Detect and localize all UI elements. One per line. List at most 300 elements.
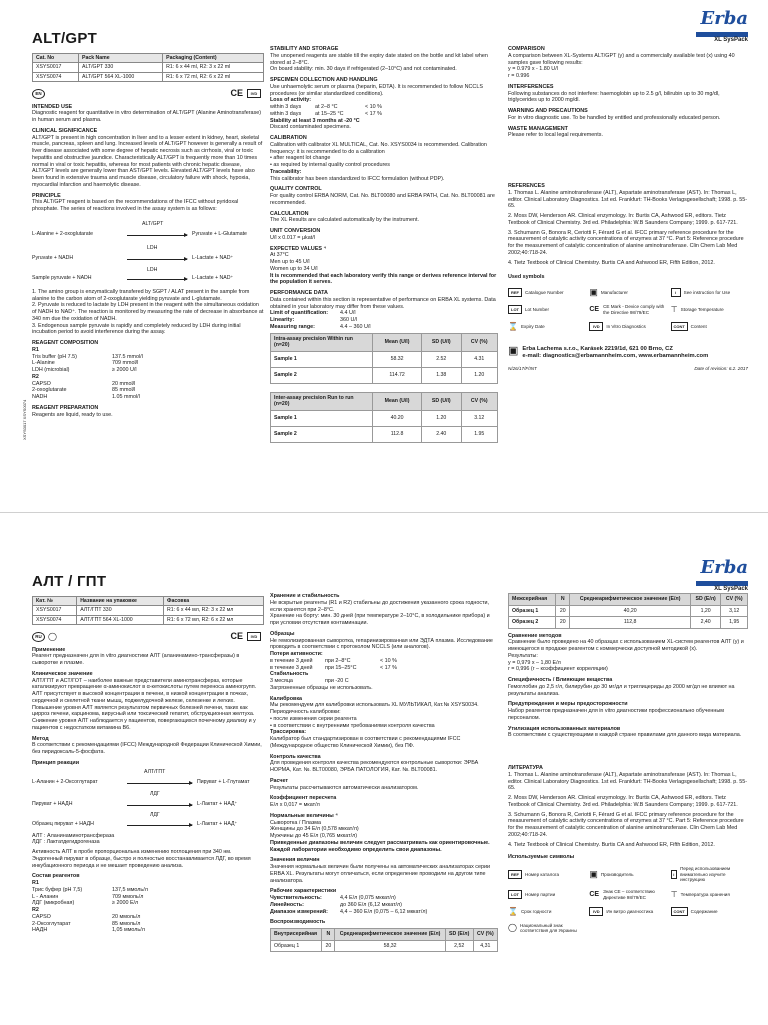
cell: 40.20 bbox=[373, 410, 422, 426]
en-column-2 bbox=[270, 46, 498, 443]
cell: XSYS0074 bbox=[33, 72, 79, 82]
reaction-scheme bbox=[32, 767, 264, 829]
cell: ALT/GPT 330 bbox=[78, 63, 162, 73]
reagent-name: НАДН bbox=[32, 927, 48, 934]
col-header: SD (Е/л) bbox=[445, 929, 473, 941]
col-header: Среднеарифметическое значение (Е/л) bbox=[335, 929, 445, 941]
reaction-left: Образец пируват + НАДН bbox=[32, 820, 94, 827]
reagent-list-r2 bbox=[32, 914, 264, 934]
stability-text: The unopened reagents are stable till the expiry date stated on the bottle and kit label when stored at 2–8°C. bbox=[270, 52, 488, 66]
section-title: Значения величин bbox=[270, 857, 320, 864]
table-row bbox=[509, 617, 748, 629]
cell: XSYS0017 bbox=[33, 63, 79, 73]
expected-line: At 37°C bbox=[270, 252, 289, 259]
cell: 2,40 bbox=[690, 617, 721, 629]
list-item: • после изменения серии реагента bbox=[270, 715, 357, 722]
run-to-run-table bbox=[270, 392, 498, 443]
symbol-label: Номер партии bbox=[525, 892, 556, 898]
col-header: Mean (U/l) bbox=[373, 392, 422, 410]
pack-header: Cat. No bbox=[33, 53, 79, 63]
reagent-name: ЛДГ (микробная) bbox=[32, 900, 75, 907]
reaction-right: L-Лактат + НАД⁺ bbox=[197, 800, 238, 807]
perf-items bbox=[270, 895, 498, 915]
traceability-text: This calibrator has been standardized to IFCC formulation (without PDP). bbox=[270, 175, 445, 182]
reagent-conc: 137,5 ммоль/л bbox=[112, 886, 148, 893]
cell: Образец 1 bbox=[271, 940, 322, 952]
section-title: Используемые символы bbox=[508, 854, 575, 861]
reaction-left: Пируват + НАДН bbox=[32, 800, 73, 807]
stab-row bbox=[270, 678, 498, 685]
reagent-conc: 137.5 mmol/l bbox=[112, 353, 143, 360]
expected-line: Женщины до 34 Е/л (0,578 мккат/л) bbox=[270, 826, 359, 833]
symbol-item bbox=[671, 322, 748, 332]
principle-note: 1. The amino group is enzymatically transfered by SGPT / ALAT present in the sample from alanine to the carbon atom of 2-oxoglutarate yielding pyruvate and L-glutamate. bbox=[32, 288, 250, 302]
reagent-name: Tris buffer (pH 7.5) bbox=[32, 353, 77, 360]
en-column-3 bbox=[508, 46, 748, 372]
col-header: CV (%) bbox=[721, 594, 748, 606]
perf-label: Limit of quantification: bbox=[270, 310, 329, 317]
cell: 2.40 bbox=[422, 426, 462, 442]
section-title: Состав реагентов bbox=[32, 873, 80, 880]
stability-months: Stability at least 3 months at -20 °C bbox=[270, 117, 360, 124]
onboard-text: On board stability: min. 30 days if refrigerated (2–10°C) and not contaminated. bbox=[270, 66, 457, 73]
perf-value: 4,4 Е/л (0,075 мккат/л) bbox=[340, 895, 396, 901]
symbol-item bbox=[589, 866, 666, 883]
section-title: Образцы bbox=[270, 630, 295, 637]
section-title: Применение bbox=[32, 646, 66, 653]
cell: 1,95 bbox=[721, 617, 748, 629]
cell: XSYS0017 bbox=[33, 606, 77, 616]
enzyme-label: LDH bbox=[147, 266, 158, 273]
table-row bbox=[509, 605, 748, 617]
pack-header: Кат. № bbox=[33, 596, 77, 606]
cell: 2,52 bbox=[445, 940, 473, 952]
col-header: CV (%) bbox=[473, 929, 497, 941]
doc-code: N/26/17/F/INT bbox=[508, 366, 537, 372]
cell: Sample 1 bbox=[271, 410, 373, 426]
section-title: Рабочие характеристики bbox=[270, 888, 337, 895]
brand-sub: XL SysPack bbox=[714, 36, 748, 43]
cell: 1.20 bbox=[461, 367, 497, 383]
cell: 3.12 bbox=[461, 410, 497, 426]
calib-freq: Периодичность калибровки: bbox=[270, 709, 341, 715]
cell: 4.31 bbox=[461, 351, 497, 367]
cell: R1: 6 x 72 мл, R2: 6 x 22 мл bbox=[164, 615, 264, 625]
traceability-text: Калибратор был стандартизирован в соответствии с рекомендациями IFCC (Международное общество Клинической Химии), без ПФ. bbox=[270, 736, 461, 749]
comparison-line: r = 0.996 bbox=[508, 73, 530, 79]
ref-icon: REF bbox=[508, 288, 522, 297]
factory-icon: ▣ bbox=[508, 344, 519, 357]
symbol-item bbox=[589, 322, 666, 332]
warn-text: Набор реагентов предназначен для in vitro диагностики профессионально обученным персоналом. bbox=[508, 708, 724, 721]
section-title: Контроль качества bbox=[270, 753, 321, 760]
ru-marks-row bbox=[32, 631, 264, 642]
en-column-1 bbox=[32, 30, 264, 418]
expected-note: It is recommended that each laboratory verify this range or derives reference interval for the population it serves. bbox=[270, 272, 497, 286]
perf-label: Чувствительность: bbox=[270, 895, 322, 901]
col-header: CV (%) bbox=[461, 333, 497, 351]
perf-value: 360 U/l bbox=[340, 317, 358, 323]
cell: at 2–8 °C bbox=[315, 104, 338, 110]
onboard-text: Хранение на борту: мин. 30 дней (при температуре 2–10°C, в холодильнике прибора) и при условии отсутствия контаминации. bbox=[270, 613, 490, 626]
section-title: Утилизация использованных материалов bbox=[508, 725, 621, 732]
reagent-conc: ≥ 2000 Е/л bbox=[112, 900, 139, 907]
calc-text: Результаты рассчитываются автоматически анализатором. bbox=[270, 784, 419, 791]
en-packaging-table bbox=[32, 53, 264, 83]
temperature-icon: ⊤ bbox=[670, 889, 678, 899]
symbol-item bbox=[508, 304, 585, 315]
table-row bbox=[271, 426, 498, 442]
qc-text: For quality control ERBA NORM, Cat. No. BLT00080 and ERBA PATH, Cat. No. BLT00081 are recommended. bbox=[270, 193, 495, 206]
lang-badge: EN bbox=[32, 89, 45, 99]
reagent-conc: 1,05 ммоль/л bbox=[112, 927, 145, 934]
symbol-item bbox=[508, 287, 585, 298]
section-title: REAGENT PREPARATION bbox=[32, 404, 99, 411]
cell: Образец 1 bbox=[509, 605, 556, 617]
symbol-item bbox=[589, 907, 666, 917]
reaction-arrow bbox=[127, 825, 192, 826]
cell: 58.32 bbox=[373, 351, 422, 367]
perf-value: 4,4 – 360 Е/л (0,075 – 6,12 мккат/л) bbox=[340, 908, 428, 915]
reagent-label: R1 bbox=[32, 346, 39, 353]
section-title: Специфичность / Влияющие вещества bbox=[508, 677, 613, 683]
table-row bbox=[33, 72, 264, 82]
reagent-conc: ≥ 2000 U/l bbox=[112, 367, 137, 373]
cell: 114.72 bbox=[373, 367, 422, 383]
reagent-name: NADH bbox=[32, 394, 48, 400]
section-title: REAGENT COMPOSITION bbox=[32, 340, 99, 346]
reaction-arrow bbox=[127, 259, 187, 260]
abbr-line: АЛТ : Аланинаминотрансфераза bbox=[32, 832, 115, 839]
perf-text: Значения нормальных величин были получены на автоматических анализаторах серии ERBA XL. Результаты могут отличаться, если определение проводили на другом типе анализатора. bbox=[270, 864, 491, 884]
side-code: XSYS0017 XSYS0074 bbox=[22, 399, 27, 440]
ce-mark-icon: CE bbox=[589, 890, 600, 898]
list-item: • as required by internal quality control procedures bbox=[270, 162, 390, 168]
reaction-right: L-Lactate + NAD⁺ bbox=[192, 254, 234, 261]
symbol-item bbox=[671, 907, 748, 917]
doc-footer bbox=[508, 366, 748, 372]
cell: 112,8 bbox=[570, 617, 690, 629]
cell: ALT/GPT 564 XL-1000 bbox=[78, 72, 162, 82]
ivd-icon: IVD bbox=[589, 907, 603, 916]
reaction-left: Pyruvate + NADH bbox=[32, 254, 74, 261]
reference-item: 3. Schumann G, Bonora R, Ceriotti F, Férard G et al. IFCC primary reference procedure for the measurement of catalytic activity concentrations of enzymes at 37 °C. Part 5: Reference procedure for the measurement of catalytic concentration of alanine aminotransferase. Clin Chem Lab Med 2002;40:718-24. bbox=[508, 811, 744, 838]
cell: в течение 3 дней bbox=[270, 664, 313, 671]
col-header: N bbox=[556, 594, 570, 606]
expected-line: Men up to 45 U/l bbox=[270, 259, 310, 265]
cell: 4,31 bbox=[473, 940, 497, 952]
section-title: PRINCIPLE bbox=[32, 192, 61, 199]
perf-text: Data contained within this section is representative of performance on ERBA XL systems. Data obtained in your laboratory may differ from these values. bbox=[270, 296, 496, 310]
ru-between-table bbox=[508, 593, 748, 629]
section-title: ЛИТЕРАТУРА bbox=[508, 765, 543, 771]
principle-text: This ALT/GPT reagent is based on the recommendations of the IFCC without pyridoxal phosphate. The series of reactions involved in the assay system is as follows: bbox=[32, 199, 239, 212]
cell: 20 bbox=[556, 617, 570, 629]
section-title: WARNING AND PRECAUTIONS bbox=[508, 108, 588, 114]
col-header: Intra-assay precision Within run (n=20) bbox=[271, 333, 373, 351]
section-title: STABILITY AND STORAGE bbox=[270, 46, 339, 52]
reagent-name: 2-Оксоглутарат bbox=[32, 920, 71, 927]
stability-text: Не вскрытые реагенты (R1 и R2) стабильны до достижения указанного срока годности, если хранятся при 2–8°C. bbox=[270, 599, 490, 613]
ru-within-table bbox=[270, 928, 498, 952]
specimen-text: Use unhaemolytic serum or plasma (heparin, EDTA). It is recommended to follow NCCLS procedures (or similar standardized conditions). bbox=[270, 83, 483, 97]
enzyme-label: ЛДГ bbox=[150, 811, 160, 818]
principle-note: 3. Endogenous sample pyruvate is rapidly and completely reduced by LDH during initial incubation period to avoid interference during the assay. bbox=[32, 322, 241, 336]
reagent-conc: 20 ммоль/л bbox=[112, 913, 141, 920]
list-item: • в соответствии с внутренними требованиями контроля качества bbox=[270, 722, 435, 729]
col-header: CV (%) bbox=[461, 392, 497, 410]
comparison-text: Сравнение было проведено на 40 образцах с использованием XL-систем реагентов АЛТ (y) и имеющегося в продаже реагентом с коммерчески доступной методикой (x). bbox=[508, 639, 744, 652]
reagent-name: CAPSO bbox=[32, 380, 51, 387]
russian-page bbox=[0, 512, 768, 1025]
reaction-right: L-Лактат + НАД⁺ bbox=[197, 820, 238, 827]
reagent-label: R2 bbox=[32, 373, 39, 380]
symbol-label: Ин витро диагностика bbox=[606, 908, 654, 914]
symbol-item bbox=[671, 866, 748, 883]
instructions-icon: i bbox=[671, 288, 681, 297]
section-title: Коэффициент пересчета bbox=[270, 795, 337, 802]
symbol-item bbox=[671, 889, 748, 900]
section-title: Клиническое значение bbox=[32, 670, 93, 677]
symbol-item bbox=[589, 304, 666, 315]
col-header: N bbox=[322, 929, 335, 941]
cell: в течение 3 дней bbox=[270, 657, 313, 664]
cell: < 10 % bbox=[380, 657, 397, 664]
reaction-left: L-Alanine + 2-oxoglutarate bbox=[32, 230, 93, 237]
ukraine-mark-icon: ◯ bbox=[48, 631, 57, 641]
section-title: CALIBRATION bbox=[270, 135, 307, 141]
erba-logo bbox=[678, 8, 748, 44]
loss-table bbox=[270, 658, 498, 672]
perf-value: до 360 Е/л (6,12 мккат/л) bbox=[340, 901, 402, 908]
list-item: • after reagent lot change bbox=[270, 155, 331, 162]
comparison-line: Результаты: bbox=[508, 652, 538, 659]
expected-line: Мужчины до 45 Е/л (0,765 мккат/л) bbox=[270, 833, 358, 839]
section-title: UNIT CONVERSION bbox=[270, 228, 321, 234]
symbol-label: Производитель bbox=[600, 871, 634, 877]
section-title: Сравнение методов bbox=[508, 632, 562, 639]
reagent-name: L-Alanine bbox=[32, 360, 55, 367]
section-title: Метод bbox=[32, 735, 49, 742]
reference-item: 2. Moss DW, Henderson AR. Clinical enzymology. In: Burtis CA, Ashwood ER, editors. Tietz Textbook of Clinical Chemistry. 3rd ed. Philadelphia: W.B Saunders Company; 1999. p. 617-721. bbox=[508, 795, 738, 808]
calibration-text: Calibration with calibrator XL MULTICAL, Cat. No. XSYS0034 is recommended. Calibration frequency: it is recommended to do a calibration bbox=[270, 141, 487, 155]
section-title: SPECIMEN COLLECTION AND HANDLING bbox=[270, 77, 378, 83]
cell: Образец 2 bbox=[509, 617, 556, 629]
brand-sub: XL SysPack bbox=[714, 585, 748, 592]
reaction-right: Pyruvate + L-Glutamate bbox=[192, 230, 247, 237]
section-title: Хранение и стабильность bbox=[270, 593, 340, 599]
symbol-label: Национальный знак соответствия для Украины bbox=[519, 922, 577, 934]
brand-name: Erba bbox=[700, 557, 748, 578]
section-title: Расчет bbox=[270, 777, 289, 784]
pack-header: Фасовка bbox=[164, 596, 264, 606]
reaction-left: Sample pyruvate + NADH bbox=[32, 274, 92, 281]
col-header: SD (Е/л) bbox=[690, 594, 721, 606]
reagent-label: R1 bbox=[32, 880, 39, 886]
brand-name: Erba bbox=[700, 8, 748, 29]
pack-header: Pack Name bbox=[78, 53, 162, 63]
section-title: Принцип реакции bbox=[32, 759, 80, 766]
expected-note: Приведенные диапазоны величин следует рассматривать как ориентировочные. Каждой лаборатории необходимо определить свои диапазоны. bbox=[270, 839, 490, 853]
symbol-item bbox=[671, 287, 748, 298]
reagent-name: CAPSO bbox=[32, 913, 51, 920]
reagent-label: R2 bbox=[32, 907, 39, 913]
symbol-item bbox=[589, 287, 666, 298]
discard-text: Загрязненные образцы не использовать. bbox=[270, 684, 373, 691]
intended-use-text: Diagnostic reagent for quantitative in vitro determination of ALT/GPT (Alanine Aminotransferase) in human serum and plasma. bbox=[32, 110, 262, 123]
section-title: Used symbols bbox=[508, 274, 545, 281]
symbol-label: Lot Number bbox=[525, 307, 550, 313]
col-header: SD (U/l) bbox=[422, 392, 462, 410]
waste-text: В соответствии с существующими в каждой стране правилами для данного вида материала. bbox=[508, 732, 742, 739]
reagent-conc: 709 mmol/l bbox=[112, 360, 139, 367]
ref-icon: REF bbox=[508, 870, 522, 879]
cell: < 17 % bbox=[380, 664, 397, 671]
reference-item: 3. Schumann G, Bonora R, Ceriotti F, Férard G et al. IFCC primary reference procedure for the measurement of catalytic activity concentrations of enzymes at 37 °C. Part 5: Reference procedure for the measurement of catalytic concentration of alanine aminotransferase. Clin Chem Lab Med 2002;40:718-24. bbox=[508, 229, 744, 256]
activity-text: Активность АЛТ в пробе пропорциональна изменению поглощения при 340 нм. bbox=[32, 849, 232, 855]
loss-title: Loss of activity: bbox=[270, 97, 312, 104]
symbol-label: Температура хранения bbox=[680, 892, 730, 898]
reaction-left: L-Аланин + 2-Оксоглутарат bbox=[32, 778, 98, 785]
prep-text: Reagents are liquid, ready to use. bbox=[32, 411, 113, 418]
lot-icon: LOT bbox=[508, 890, 522, 899]
loss-table bbox=[270, 104, 498, 118]
expected-line: Сыворотка / Плазма bbox=[270, 819, 322, 826]
section-title: QUALITY CONTROL bbox=[270, 186, 322, 193]
clinical-text: АЛТ/ГПТ и АСТ/ГОТ – наиболее важные представители аминотрансфераз, которые катализируют превращение α-аминокислот в α-кетокислоты путем переноса аминогрупп. АЛТ присутствует в высокой концентрации в печени, в низкой концентрации в почках, сердечной и скелетной ткани мышц, поджелудочной железе, селезенке и легких. Повышение уровня АЛТ является результатом первичных болезней печени, таких как цирроз печени, карцинома, вирусный или токсический гепатит, обструкционная желтуха. Снижение уровня АЛТ наблюдается у пациентов, повергающихся почечному диализу и у пациентов с недостатком витамина B6. bbox=[32, 677, 257, 731]
section-title: EXPECTED VALUES ⁴ bbox=[270, 245, 327, 252]
section-title: Воспроизводимость bbox=[270, 919, 326, 926]
cell: АЛТ/ГПТ 564 XL-1000 bbox=[77, 615, 164, 625]
erba-logo bbox=[678, 557, 748, 593]
symbol-item bbox=[508, 923, 585, 934]
col-header: Mean (U/l) bbox=[373, 333, 422, 351]
cell: < 10 % bbox=[365, 104, 382, 110]
section-title: REFERENCES bbox=[508, 183, 545, 189]
ukraine-mark-icon: ◯ bbox=[508, 923, 517, 933]
cell: 1.95 bbox=[461, 426, 497, 442]
english-page bbox=[0, 0, 768, 512]
symbol-label: See instruction for Use bbox=[683, 289, 731, 295]
cell: АЛТ/ГПТ 330 bbox=[77, 606, 164, 616]
section-title: INTENDED USE bbox=[32, 103, 73, 110]
perf-value: 4.4 – 360 U/l bbox=[340, 323, 371, 330]
reference-item: 4. Tietz Textbook of Clinical Chemistry. Burtis CA and Ashwood ER, Fifth Edition, 2012. bbox=[508, 259, 715, 266]
method-text: В соответствии с рекомендациями (IFCC) Международной Федерации Клинической Химии, без пиридоксаль-5-фосфата. bbox=[32, 742, 262, 755]
cell: 58,32 bbox=[335, 940, 445, 952]
endogenous-text: Эндогенный пируват в образце, быстро и полностью восстанавливается ЛДГ, во время инкубационного периода и не мешает проведению анализа. bbox=[32, 855, 251, 869]
reagent-name: 2-oxoglutarate bbox=[32, 387, 67, 394]
interf-text: Following substances do not interfere: haemoglobin up to 2.5 g/l, bilirubin up to 30 mg/dl, triglycerides up to 2000 mg/dl. bbox=[508, 90, 720, 104]
reagent-list-r2 bbox=[32, 381, 264, 401]
perf-label: Measuring range: bbox=[270, 323, 315, 330]
interf-text: Гемоглобин до 2,5 г/л, билирубин до 30 мг/дл и триглицериды до 2000 мг/дл не влияют на результаты анализа. bbox=[508, 683, 735, 697]
stab-title: Стабильность bbox=[270, 671, 309, 678]
col-header: Межсерийная bbox=[509, 594, 556, 606]
reagent-conc: 1.05 mmol/l bbox=[112, 394, 140, 400]
perf-label: Линейность: bbox=[270, 901, 304, 908]
enzyme-label: АЛТ/ГПТ bbox=[144, 768, 166, 775]
reference-item: 4. Tietz Textbook of Clinical Chemistry. Burtis CA and Ashwood ER, Fifth Edition, 2012. bbox=[508, 841, 715, 848]
qc-text: Для проведения контроля качества рекомендуются контрольные сыворотки: ЭРБА НОРМА, Кат. №. BLT00080, ЭРБА ПАТОЛОГИЯ, Кат. №. BLT00081. bbox=[270, 760, 479, 773]
symbol-label: Expiry Date bbox=[520, 323, 545, 329]
reaction-arrow bbox=[127, 783, 192, 784]
instructions-icon: i bbox=[671, 870, 677, 879]
cell: R1: 6 x 44 мл, R2: 3 x 22 мл bbox=[164, 606, 264, 616]
comparison-line: r = 0,996 (r – коэффициент корреляции) bbox=[508, 666, 608, 673]
discard-text: Discard contaminated specimens. bbox=[270, 124, 351, 131]
enzyme-label: ЛДГ bbox=[150, 790, 160, 797]
symbol-label: Catalogue Number bbox=[525, 289, 564, 295]
comparison-line: y = 0.979 x - 1.80 U/l bbox=[508, 66, 558, 73]
lot-icon: LOT bbox=[508, 305, 522, 314]
reaction-arrow bbox=[127, 235, 187, 236]
section-title: Калибровка bbox=[270, 695, 303, 702]
within-run-table bbox=[270, 333, 498, 384]
reagent-name: Трис буфер (pH 7,5) bbox=[32, 886, 83, 893]
reagent-list-r1 bbox=[32, 354, 264, 374]
manufacturer-icon: ▣ bbox=[589, 868, 598, 879]
cell: 1,20 bbox=[690, 605, 721, 617]
symbols-grid bbox=[508, 287, 748, 338]
revision-date: Date of revision: 6.2. 2017 bbox=[694, 366, 748, 372]
col-header: Inter-assay precision Run to run (n=20) bbox=[271, 392, 373, 410]
ru-column-1 bbox=[32, 573, 264, 934]
reagent-name: LDH (microbial) bbox=[32, 367, 70, 373]
reagent-name: L - Аланин bbox=[32, 893, 59, 900]
cell: 20 bbox=[556, 605, 570, 617]
reference-item: 1. Thomas L. Alanine aminotransferase (ALT), Aspartate aminotransferase (AST). In: Thomas L, editor. Clinical Laboratory Diagnostics. 1st ed. Frankfurt: TH-Books Verlagsgesellschaft; 1998. p. 55-65. bbox=[508, 771, 748, 792]
symbol-label: Номер каталога bbox=[525, 871, 560, 877]
perf-label: Linearity: bbox=[270, 317, 295, 323]
symbol-label: Перед использованием внимательно изучите инструкцию bbox=[680, 866, 731, 883]
cell: < 17 % bbox=[365, 110, 382, 117]
symbol-label: Знак CE – соответствию Директиве 98/79/EC bbox=[603, 889, 655, 900]
ce-mark-icon: CE bbox=[230, 88, 243, 99]
symbols-grid bbox=[508, 866, 748, 940]
section-title: Предупреждения и меры предосторожности bbox=[508, 701, 628, 708]
ivd-icon: IVD bbox=[589, 322, 603, 331]
cell: при -20 C bbox=[325, 678, 349, 684]
ru-title: АЛТ / ГПТ bbox=[32, 573, 107, 590]
temperature-icon: ⊤ bbox=[670, 304, 678, 314]
unit-text: Е/л x 0,017 = мкат/л bbox=[270, 802, 320, 808]
expected-line: Women up to 34 U/l bbox=[270, 265, 318, 272]
traceability-title: Трассировка: bbox=[270, 729, 307, 736]
symbol-item bbox=[508, 889, 585, 900]
manufacturer-icon: ▣ bbox=[589, 287, 598, 297]
cell: 2.52 bbox=[422, 351, 462, 367]
section-title: CALCULATION bbox=[270, 210, 309, 217]
symbol-label: Manufacturer bbox=[600, 289, 628, 295]
col-header: Внутрисерийная bbox=[271, 929, 322, 941]
principle-note: 2. Pyruvate is reduced to lactate by LDH present in the reagent with the simultaneous oxidation of NADH to NAD⁺. The reaction is monitored by measuring the rate of decrease in absorbance at 340 nm due the oxidation of NADH. bbox=[32, 302, 264, 322]
traceability-title: Traceability: bbox=[270, 168, 302, 175]
cell: XSYS0074 bbox=[33, 615, 77, 625]
table-row bbox=[33, 606, 264, 616]
cell: within 3 days bbox=[270, 104, 302, 110]
cell: при 2–8°C bbox=[325, 657, 351, 664]
section-title: INTERFERENCES bbox=[508, 83, 554, 90]
cell: at 15–25 °C bbox=[315, 110, 344, 117]
cell: 1.20 bbox=[422, 410, 462, 426]
reaction-right: L-Lactate + NAD⁺ bbox=[192, 274, 234, 281]
en-title: ALT/GPT bbox=[32, 30, 98, 47]
ru-packaging-table bbox=[32, 596, 264, 626]
calc-text: The XL Results are calculated automatically by the instrument. bbox=[270, 217, 420, 224]
clinical-text: ALT/GPT is present in high concentration in liver and to a lesser extent in kidney, heart, skeletal muscle, pancreas, spleen and lung. Increased levels of ALT/GPT however is generally a result of liver disease associated with some degree of hepatic necrosis such as cirrhosis, viral or toxic hepatitis and obstructive jaundice. Characteristically ALT/GPT is frequently more than 10 times normal in viral or toxic hepatitis, whereas for most patients with chronic hepatic disease, ALT/GPT levels are generally lower than AST/GPT levels. Elevated ALT/GPT levels have also been found in extensive trauma and muscle disease, circulatory failure with shock, hypoxia, myocardial infarction and haemolytic disease. bbox=[32, 134, 263, 188]
company-block bbox=[508, 346, 748, 360]
